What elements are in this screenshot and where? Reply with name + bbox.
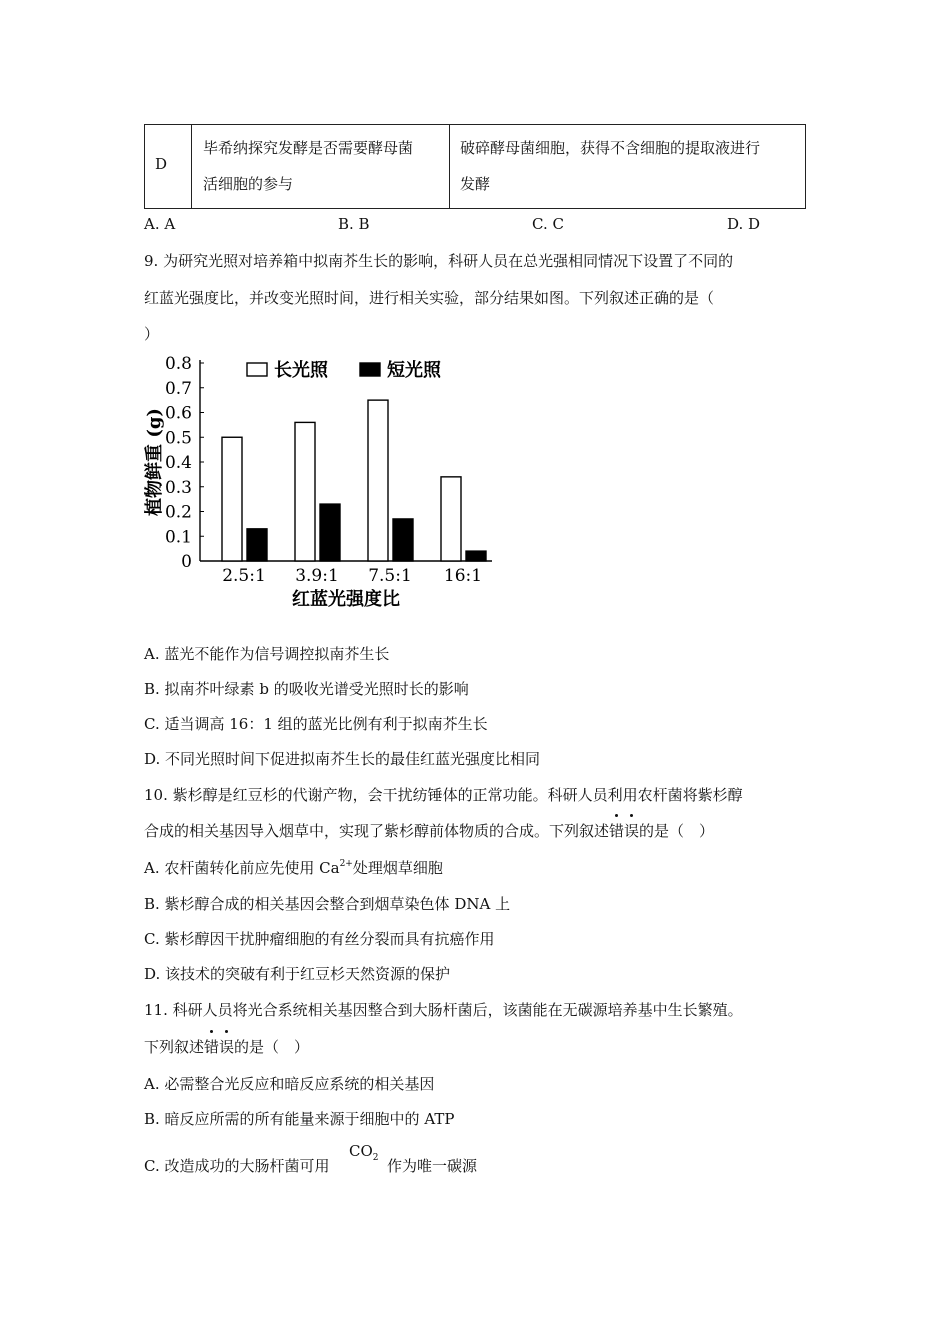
bar-long-light	[222, 437, 242, 561]
q10-option-c: C. 紫杉醇因干扰肿瘤细胞的有丝分裂而具有抗癌作用	[144, 930, 495, 948]
table-cell-letter	[145, 125, 192, 208]
q10-stem-line	[144, 820, 714, 841]
y-axis-label: 植物鲜重 (g)	[144, 408, 165, 516]
table-cell-experiment	[191, 125, 450, 208]
q10-stem-text: 的是（ ）	[639, 822, 715, 840]
cell-text-line: 活细胞的参与	[203, 175, 294, 193]
x-tick-label: 7.5:1	[368, 566, 412, 586]
q9-option-c: C. 适当调高 16：1 组的蓝光比例有利于拟南芥生长	[144, 715, 488, 733]
q10-stem-line: 10. 紫杉醇是红豆杉的代谢产物，会干扰纺锤体的正常功能。科研人员利用农杆菌将紫杉醇	[144, 786, 743, 804]
bar-short-light	[393, 519, 413, 561]
cell-text-line: 毕希纳探究发酵是否需要酵母菌	[203, 139, 414, 157]
q10-option-b: B. 紫杉醇合成的相关基因会整合到烟草染色体 DNA 上	[144, 895, 511, 913]
q10-option-a	[144, 857, 443, 878]
q10-option-d: D. 该技术的突破有利于红豆杉天然资源的保护	[144, 965, 451, 983]
x-axis-label: 红蓝光强度比	[292, 589, 400, 610]
superscript-charge: 2+	[339, 859, 353, 869]
emphasis-char: 误	[219, 1038, 235, 1056]
y-tick-label: 0.3	[164, 477, 192, 498]
x-tick-label: 3.9:1	[295, 566, 339, 586]
q11-stem-line	[144, 1036, 309, 1057]
legend-swatch	[360, 363, 380, 376]
co2-subscript: 2	[372, 1153, 379, 1163]
emphasis-char: 错	[204, 1038, 220, 1056]
q8-option-b: B. B	[338, 215, 370, 233]
legend-label: 长光照	[274, 360, 328, 381]
row-letter: D	[155, 155, 168, 173]
option-text: A. 农杆菌转化前应先使用 Ca	[144, 859, 340, 877]
q11-stem-text: 的是（ ）	[234, 1038, 310, 1056]
q9-option-d: D. 不同光照时间下促进拟南芥生长的最佳红蓝光强度比相同	[144, 750, 541, 768]
y-tick-label: 0.4	[164, 453, 192, 473]
q9-option-a: A. 蓝光不能作为信号调控拟南芥生长	[144, 645, 390, 663]
q11-option-b: B. 暗反应所需的所有能量来源于细胞中的 ATP	[144, 1110, 455, 1128]
bar-long-light	[441, 477, 461, 561]
y-tick-label: 0.2	[164, 502, 192, 523]
x-tick-label: 16:1	[443, 566, 483, 586]
emphasis-char: 错	[609, 822, 625, 840]
emphasis-char: 误	[624, 822, 640, 840]
y-tick-label: 0.5	[164, 428, 192, 449]
legend-label: 短光照	[387, 360, 441, 381]
x-tick-label: 2.5:1	[222, 566, 266, 586]
cell-text-line: 发酵	[460, 175, 491, 193]
q11-stem-line: 11. 科研人员将光合系统相关基因整合到大肠杆菌后，该菌能在无碳源培养基中生长繁殖。	[144, 1001, 743, 1019]
q9-option-b: B. 拟南芥叶绿素 b 的吸收光谱受光照时长的影响	[144, 680, 469, 698]
option-text: 处理烟草细胞	[352, 859, 443, 877]
q11-option-c-text: C. 改造成功的大肠杆菌可用	[144, 1157, 330, 1175]
q11-option-c-text: 作为唯一碳源	[387, 1157, 478, 1175]
q11-option-a: A. 必需整合光反应和暗反应系统的相关基因	[144, 1075, 435, 1093]
answer-table-row-d	[144, 124, 806, 209]
bar-long-light	[368, 400, 388, 561]
q9-stem-line: ）	[144, 325, 160, 343]
y-tick-label: 0	[181, 552, 192, 572]
bar-long-light	[295, 422, 315, 561]
table-cell-method	[450, 125, 805, 208]
legend-swatch	[247, 363, 267, 376]
q8-option-d: D. D	[727, 215, 761, 233]
co2-text: CO	[349, 1142, 373, 1160]
q9-stem-line: 红蓝光强度比，并改变光照时间，进行相关实验，部分结果如图。下列叙述正确的是（	[144, 289, 715, 307]
bar-chart	[140, 350, 500, 612]
bar-short-light	[247, 529, 267, 561]
q8-option-c: C. C	[532, 215, 564, 233]
y-tick-label: 0.7	[164, 378, 192, 399]
bar-short-light	[466, 551, 486, 561]
y-tick-label: 0.6	[164, 403, 192, 424]
cell-text-line: 破碎酵母菌细胞，获得不含细胞的提取液进行	[460, 139, 761, 157]
co2-formula	[349, 1142, 379, 1163]
q8-option-a: A. A	[144, 215, 176, 233]
q9-stem-line: 9. 为研究光照对培养箱中拟南芥生长的影响，科研人员在总光强相同情况下设置了不同的	[144, 252, 734, 270]
y-tick-label: 0.1	[164, 527, 192, 548]
bar-short-light	[320, 504, 340, 561]
q10-stem-text: 合成的相关基因导入烟草中，实现了紫杉醇前体物质的合成。下列叙述	[144, 822, 610, 840]
q11-stem-text: 下列叙述	[144, 1038, 205, 1056]
y-tick-label: 0.8	[164, 354, 192, 374]
